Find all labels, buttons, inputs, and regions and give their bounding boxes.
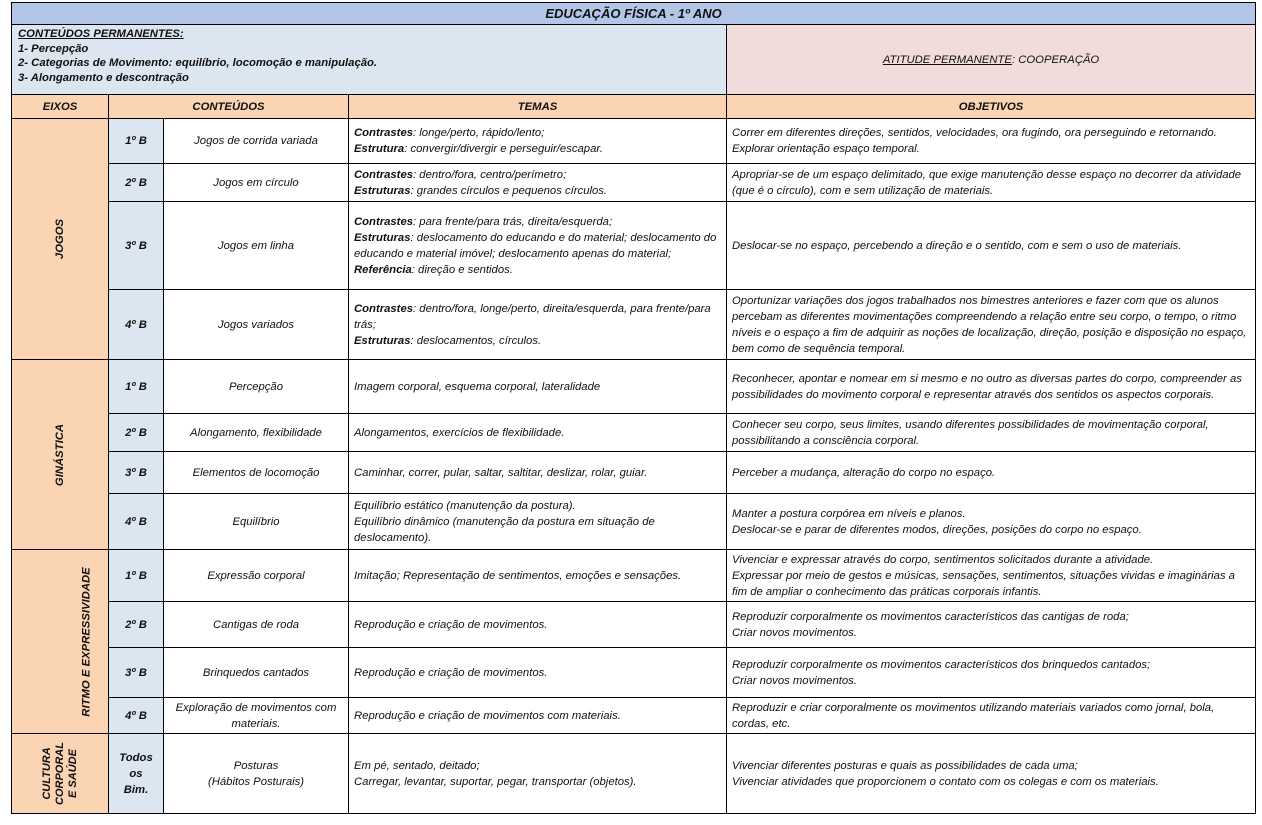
content-cell [164,734,349,814]
theme-label: Contrastes [354,215,414,228]
table-row [12,290,1256,360]
content-cell: Brinquedos cantados [164,648,349,698]
theme-label: Contrastes [354,302,414,315]
axis-name: JOGOS [54,218,66,260]
themes-cell [349,202,727,290]
bimester-line: Todos [119,751,153,764]
objectives-cell [727,494,1256,550]
bimester-cell: 4º B [109,290,164,360]
theme-text: Carregar, levantar, suportar, pegar, transportar (objetos). [354,775,637,788]
theme-label: Contrastes [354,127,414,139]
theme-line [354,774,721,790]
theme-text: Reprodução e criação de movimentos. [354,618,548,631]
themes-cell [349,164,727,202]
content-cell: Exploração de movimentos com materiais. [164,698,349,734]
axis-name-line: E SAÚDE [66,748,79,798]
attitude-label: ATITUDE PERMANENTE [882,53,1012,66]
bimester-line: Bim. [123,783,149,796]
content-cell: Jogos em linha [164,202,349,290]
theme-line [354,568,721,584]
theme-line [354,708,721,724]
themes-cell [349,734,727,814]
theme-label: Estrutura [354,143,405,155]
axis-name-line: CULTURA [40,746,53,800]
content-cell: Alongamento, flexibilidade [164,414,349,452]
theme-line [354,498,721,514]
bimester-cell: 2º B [109,164,164,202]
curriculum-table [11,2,1256,814]
theme-text: : dentro/fora, longe/perto, direita/esquerda, para frente/para trás; [354,302,711,331]
objectives-cell [727,414,1256,452]
axis-name-line: CORPORAL [53,741,66,805]
theme-label: Estruturas [354,184,411,197]
permanent-item: 1- Percepção [18,42,89,55]
table-row [12,734,1256,814]
bimester-cell: 2º B [109,414,164,452]
theme-label: Contrastes [354,168,414,181]
objectives-cell [727,602,1256,648]
bimester-cell: 4º B [109,698,164,734]
content-cell: Jogos em círculo [164,164,349,202]
objectives-cell [727,648,1256,698]
bimester-cell: 1º B [109,550,164,602]
objective-line: Expressar por meio de gestos e músicas, sensações, sentimentos, situações vividas e imaginárias a fim de ampliar o conhecimento das práticas corporais infantis. [732,569,1235,598]
objective-line: Manter a postura corpórea em níveis e planos. [732,507,966,520]
bimester-cell: 3º B [109,452,164,494]
content-cell: Cantigas de roda [164,602,349,648]
theme-line [354,183,721,199]
theme-text: : deslocamentos, círculos. [410,334,542,347]
table-row [12,550,1256,602]
theme-line [354,262,721,278]
themes-cell [349,550,727,602]
themes-cell [349,494,727,550]
objective-line: Reproduzir e criar corporalmente os movimentos utilizando materiais variados como jornal, bola, cordas, etc. [732,701,1215,730]
objective-line: Oportunizar variações dos jogos trabalhados nos bimestres anteriores e fazer com que os alunos percebam as diferentes movimentações compreendendo a relação entre seu corpo, o tempo, o ritmo níveis e o espaço a fim de adquirir as noções de localização, direção, posição e disposição no espaço, bem como de sequência temporal. [732,294,1247,355]
themes-cell [349,452,727,494]
table-row [12,360,1256,414]
content-cell: Jogos de corrida variada [164,119,349,164]
permanent-heading: CONTEÚDOS PERMANENTES: [18,28,184,40]
permanent-attitude [727,25,1256,95]
axis-cell [12,734,109,814]
theme-text: : dentro/fora, centro/perímetro; [413,168,567,181]
objectives-cell [727,164,1256,202]
objectives-cell [727,119,1256,164]
objectives-cell [727,734,1256,814]
bimester-cell: 1º B [109,119,164,164]
objectives-cell [727,550,1256,602]
theme-text: Imagem corporal, esquema corporal, lateralidade [354,380,601,393]
theme-text: Caminhar, correr, pular, saltar, saltitar, deslizar, rolar, guiar. [354,466,648,479]
theme-label: Estruturas [354,231,411,244]
content-line: (Hábitos Posturais) [207,775,305,788]
content-line: Posturas [233,759,279,772]
bimester-cell: 2º B [109,602,164,648]
theme-text: Reprodução e criação de movimentos com materiais. [354,709,621,722]
objective-line: Vivenciar diferentes posturas e quais as possibilidades de cada uma; [732,759,1078,772]
header-eixos: EIXOS [12,95,109,119]
theme-text: Em pé, sentado, deitado; [354,759,480,772]
theme-line [354,333,721,349]
table-row [12,119,1256,164]
content-cell: Jogos variados [164,290,349,360]
themes-cell [349,360,727,414]
objective-line: Criar novos movimentos. [732,674,857,687]
table-row [12,164,1256,202]
axis-cell [12,119,109,360]
theme-label: Referência [354,263,412,276]
content-cell: Elementos de locomoção [164,452,349,494]
theme-text: Imitação; Representação de sentimentos, emoções e sensações. [354,569,682,582]
objective-line: Deslocar-se e parar de diferentes modos, direções, posições do corpo no espaço. [732,523,1142,536]
theme-line [354,465,721,481]
themes-cell [349,648,727,698]
objective-line: Deslocar-se no espaço, percebendo a direção e o sentido, com e sem o uso de materiais. [732,239,1182,252]
theme-line [354,425,721,441]
theme-line [354,125,721,141]
objective-line: Correr em diferentes direções, sentidos, velocidades, ora fugindo, ora perseguindo e retornando. Explorar orientação espaço temporal. [732,127,1217,155]
page-title: EDUCAÇÃO FÍSICA - 1º ANO [12,3,1256,25]
bimester-cell: 1º B [109,360,164,414]
objective-line: Criar novos movimentos. [732,626,857,639]
theme-line [354,230,721,262]
theme-line [354,141,721,157]
theme-line [354,617,721,633]
objective-line: Vivenciar e expressar através do corpo, sentimentos solicitados durante a atividade. [732,553,1154,566]
axis-cell [12,550,109,734]
table-row [12,648,1256,698]
content-cell: Equilíbrio [164,494,349,550]
bimester-cell: 4º B [109,494,164,550]
header-objetivos: OBJETIVOS [727,95,1256,119]
theme-line [354,379,721,395]
theme-text: : deslocamento do educando e do material; deslocamento do educando e material imóvel; deslocamento apenas do material; [354,231,717,260]
objective-line: Conhecer seu corpo, seus limites, usando diferentes possibilidades de movimentação corporal, possibilitando a consciência corporal. [732,418,1209,447]
content-cell: Percepção [164,360,349,414]
bimester-line: os [129,767,143,780]
theme-text: : direção e sentidos. [411,263,513,276]
content-cell: Expressão corporal [164,550,349,602]
table-row [12,452,1256,494]
theme-text: : longe/perto, rápido/lento; [413,127,545,139]
permanent-item: 2- Categorias de Movimento: equilíbrio, locomoção e manipulação. [18,57,378,69]
theme-text: Reprodução e criação de movimentos. [354,666,548,679]
objective-line: Reproduzir corporalmente os movimentos característicos das cantigas de roda; [732,610,1129,623]
theme-text: Alongamentos, exercícios de flexibilidade. [354,426,565,439]
objectives-cell [727,360,1256,414]
theme-line [354,665,721,681]
objective-line: Reproduzir corporalmente os movimentos característicos dos brinquedos cantados; [732,658,1151,671]
table-row [12,494,1256,550]
themes-cell [349,119,727,164]
theme-text: : grandes círculos e pequenos círculos. [410,184,608,197]
theme-line [354,758,721,774]
theme-text: : convergir/divergir e perseguir/escapar. [404,143,603,155]
axis-name: GINÁSTICA [53,423,66,486]
bimester-cell: 3º B [109,648,164,698]
axis-name [40,742,79,805]
theme-line [354,301,721,333]
axis-cell [12,360,109,550]
axis-name: RITMO E EXPRESSIVIDADE [80,566,93,717]
themes-cell [349,290,727,360]
objective-line: Perceber a mudança, alteração do corpo no espaço. [732,466,996,479]
objectives-cell [727,698,1256,734]
attitude-value: : COOPERAÇÃO [1011,53,1100,66]
permanent-item: 3- Alongamento e descontração [18,71,189,84]
theme-line [354,167,721,183]
bimester-cell [109,734,164,814]
themes-cell [349,414,727,452]
theme-line [354,214,721,230]
objectives-cell [727,452,1256,494]
objectives-cell [727,290,1256,360]
objective-line: Vivenciar atividades que proporcionem o contato com os colegas e com os materiais. [732,775,1159,788]
theme-label: Estruturas [354,334,411,347]
table-row [12,202,1256,290]
objective-line: Apropriar-se de um espaço delimitado, que exige manutenção desse espaço no decorrer da atividade (que é o círculo), com e sem utilização de materiais. [732,168,1242,197]
theme-text: : para frente/para trás, direita/esquerda; [413,215,613,228]
permanent-contents [12,25,727,95]
header-temas: TEMAS [349,95,727,119]
themes-cell [349,602,727,648]
theme-line [354,514,721,546]
table-row [12,414,1256,452]
objective-line: Reconhecer, apontar e nomear em si mesmo e no outro as diversas partes do corpo, compreender as possibilidades do movimento corporal e representar através dos sentidos os aspectos corporais. [732,372,1242,401]
objectives-cell [727,202,1256,290]
theme-text: Equilíbrio dinâmico (manutenção da postura em situação de deslocamento). [354,515,655,544]
table-row [12,602,1256,648]
themes-cell [349,698,727,734]
table-row [12,698,1256,734]
theme-text: Equilíbrio estático (manutenção da postura). [354,499,576,512]
bimester-cell: 3º B [109,202,164,290]
header-conteudos: CONTEÚDOS [109,95,349,119]
